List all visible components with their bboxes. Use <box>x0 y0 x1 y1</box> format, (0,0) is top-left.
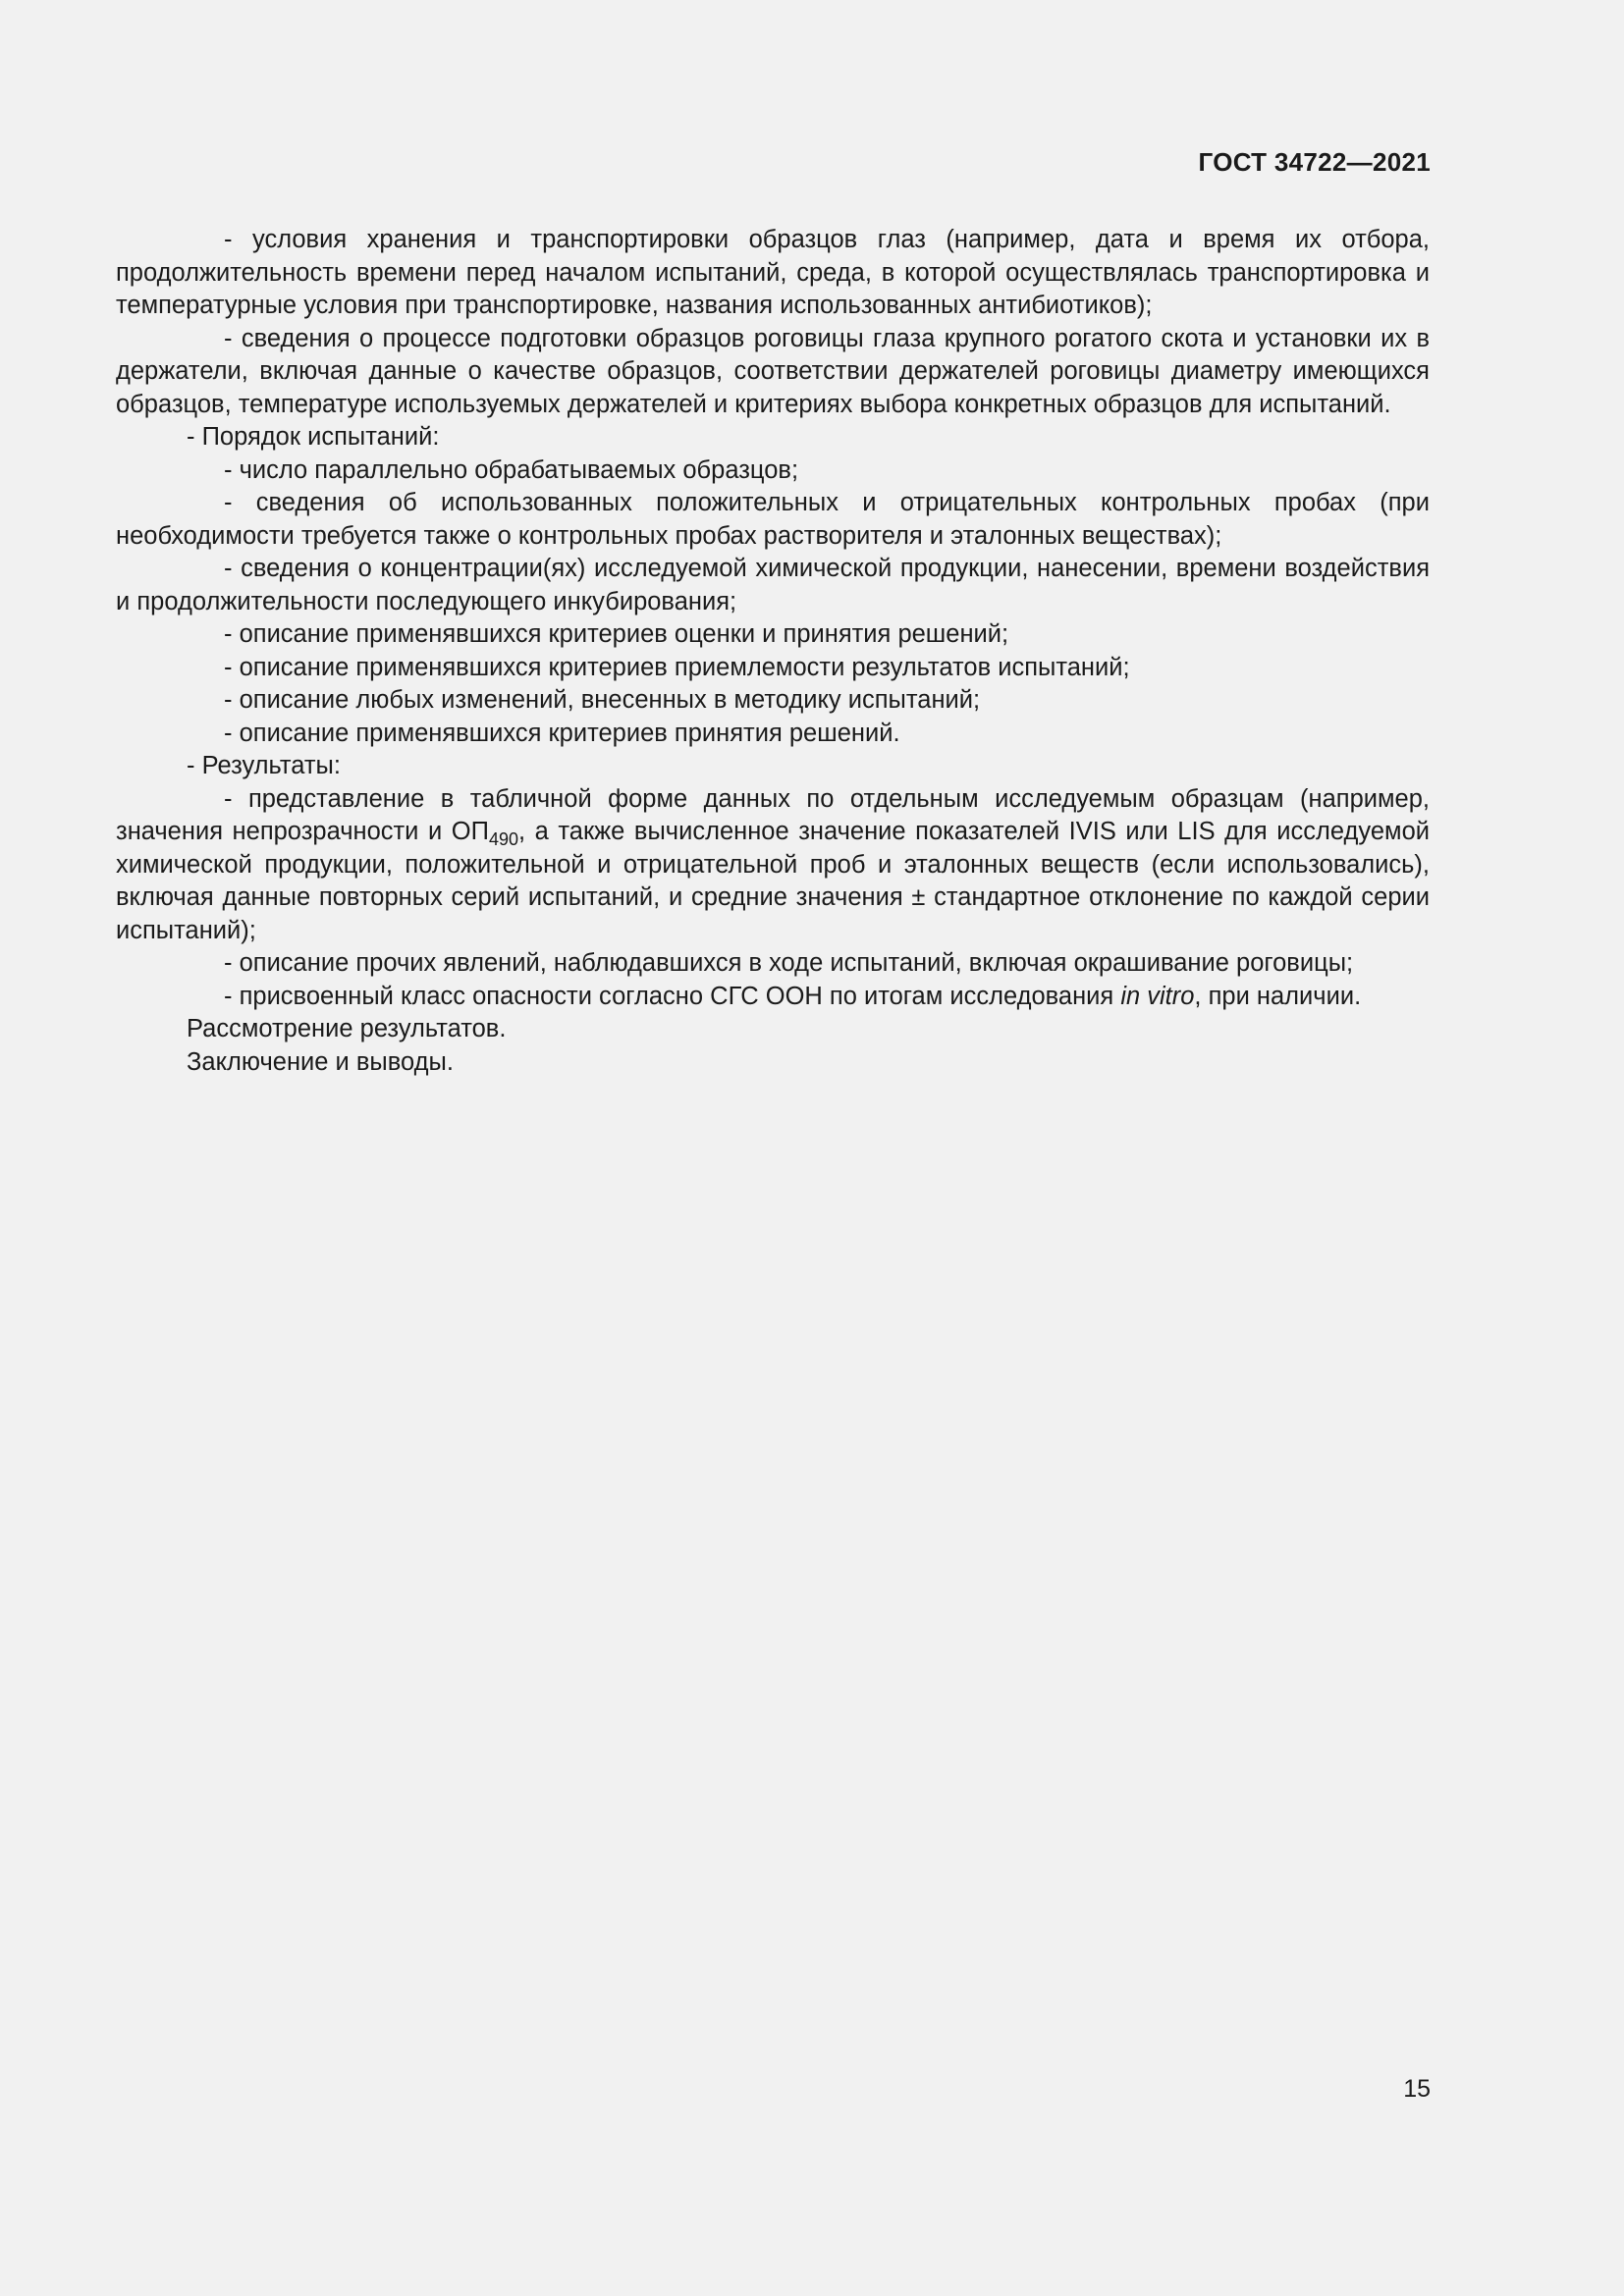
section-conclusions: Заключение и выводы. <box>187 1047 454 1076</box>
document-body <box>116 224 1430 1079</box>
hazard-class-text-start: - присвоенный класс опасности согласно СГС ООН по итогам исследования <box>224 982 1121 1010</box>
document-code-header: ГОСТ 34722—2021 <box>1198 147 1431 177</box>
section-test-procedure: - Порядок испытаний: <box>187 423 440 451</box>
paragraph-control-samples: - сведения об использованных положительных и отрицательных контрольных пробах (при необходимости требуется также о контрольных пробах растворителя и эталонных веществах); <box>116 489 1430 550</box>
paragraph-method-changes: - описание любых изменений, внесенных в методику испытаний; <box>224 686 981 714</box>
paragraph-parallel-samples: - число параллельно обрабатываемых образцов; <box>224 455 799 484</box>
page-number: 15 <box>1403 2075 1431 2103</box>
section-results-discussion: Рассмотрение результатов. <box>187 1015 507 1042</box>
tabular-data-text-start: - представление в табличной форме данных по отдельным исследуемым образцам (например, значения непрозрачности и ОП <box>116 784 1430 845</box>
paragraph-concentration: - сведения о концентрации(ях) исследуемой химической продукции, нанесении, времени воздействия и продолжительности последующего инкубирования; <box>116 555 1430 615</box>
in-vitro-term: in vitro <box>1120 982 1195 1010</box>
paragraph-cornea-preparation: - сведения о процессе подготовки образцов роговицы глаза крупного рогатого скота и установки их в держатели, включая данные о качестве образцов, соответствии держателей роговицы диаметру имеющихся образцов, температуре используемых держателей и критериях выбора конкретных образцов для испытаний. <box>116 324 1430 418</box>
paragraph-evaluation-criteria: - описание применявшихся критериев оценки и принятия решений; <box>224 620 1009 648</box>
paragraph-hazard-class <box>116 981 1430 1014</box>
section-results: - Результаты: <box>187 752 341 779</box>
od-wavelength-subscript: 490 <box>488 829 518 850</box>
paragraph-acceptance-criteria: - описание применявшихся критериев приемлемости результатов испытаний; <box>224 653 1130 681</box>
paragraph-other-phenomena: - описание прочих явлений, наблюдавшихся в ходе испытаний, включая окрашивание роговицы; <box>224 949 1354 977</box>
hazard-class-text-end: , при наличии. <box>1194 982 1362 1010</box>
paragraph-tabular-data <box>116 783 1430 948</box>
tabular-data-text-end: , а также вычисленное значение показателей IVIS или LIS для исследуемой химической продукции, положительной и отрицательной проб и эталонных веществ (если использовались), включая данные повторных серий испытаний, и средние значения ± стандартное отклонение по каждой серии испытаний); <box>116 818 1430 944</box>
paragraph-decision-criteria: - описание применявшихся критериев принятия решений. <box>224 719 900 747</box>
paragraph-storage-conditions: - условия хранения и транспортировки образцов глаз (например, дата и время их отбора, продолжительность времени перед началом испытаний, среда, в которой осуществлялась транспортировка и температурные условия при транспортировке, названия использованных антибиотиков); <box>116 226 1430 319</box>
